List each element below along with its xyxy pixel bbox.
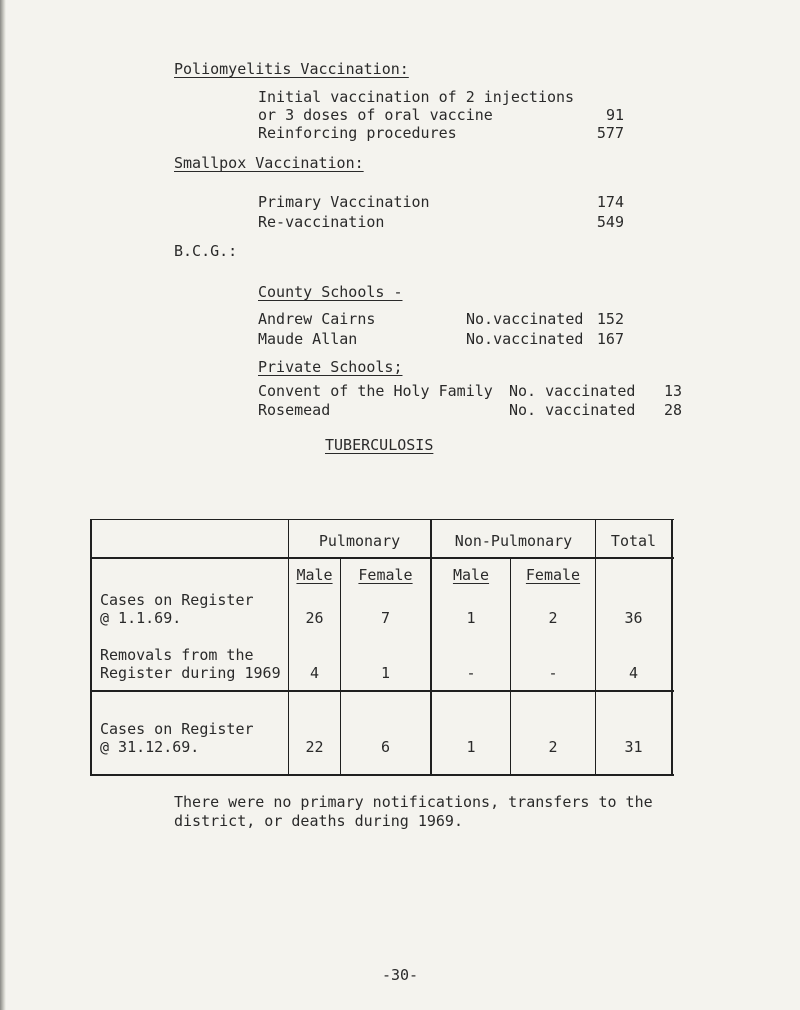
tb-cell: 22	[305, 738, 324, 756]
tb-row-label: Register during 1969	[100, 664, 281, 682]
note-line-1: There were no primary notifications, transfers to the	[174, 793, 653, 811]
county-school-label: No.vaccinated	[466, 330, 584, 348]
page-number: -30-	[381, 966, 419, 984]
tb-header-pulmonary: Pulmonary	[318, 532, 401, 550]
polio-line-3: Reinforcing procedures	[258, 124, 457, 142]
county-school-value: 167	[596, 330, 624, 348]
tb-cell: -	[548, 664, 558, 682]
tb-cell: 1	[380, 664, 391, 682]
polio-line-1: Initial vaccination of 2 injections	[258, 88, 575, 106]
tb-cell: 1	[466, 738, 476, 756]
bcg-heading: B.C.G.:	[174, 242, 238, 260]
county-school-label: No.vaccinated	[466, 310, 584, 328]
smallpox-primary-label: Primary Vaccination	[258, 193, 430, 211]
private-school-name: Rosemead	[258, 401, 331, 419]
tb-cell: 2	[548, 609, 558, 627]
tb-cell: 7	[380, 609, 391, 627]
tb-cell: 31	[624, 738, 643, 756]
smallpox-revacc-value: 549	[596, 213, 624, 231]
tb-subheader-male: Male	[296, 566, 333, 584]
tb-header-total: Total	[610, 532, 657, 550]
county-school-value: 152	[596, 310, 624, 328]
county-schools-heading: County Schools -	[258, 283, 403, 301]
polio-heading: Poliomyelitis Vaccination:	[174, 60, 409, 78]
private-school-value: 13	[663, 382, 682, 400]
tb-cell: 36	[624, 609, 643, 627]
tb-subheader-male: Male	[452, 566, 490, 584]
private-school-name: Convent of the Holy Family	[258, 382, 493, 400]
polio-value-reinforcing: 577	[596, 124, 624, 142]
county-school-name: Andrew Cairns	[258, 310, 376, 328]
note-line-2: district, or deaths during 1969.	[174, 812, 463, 830]
polio-line-2: or 3 doses of oral vaccine	[258, 106, 493, 124]
tb-row-label: @ 31.12.69.	[100, 738, 200, 756]
polio-value-initial: 91	[605, 106, 624, 124]
private-schools-heading: Private Schools;	[258, 358, 403, 376]
tb-cell: 4	[309, 664, 320, 682]
tb-row-label: Cases on Register	[100, 720, 254, 738]
tb-cell: -	[466, 664, 476, 682]
private-school-label: No. vaccinated	[509, 382, 636, 400]
tb-cell: 6	[380, 738, 391, 756]
tb-row-label: Removals from the	[100, 646, 254, 664]
smallpox-heading: Smallpox Vaccination:	[174, 154, 364, 172]
private-school-label: No. vaccinated	[509, 401, 636, 419]
tb-cell: 1	[466, 609, 476, 627]
tuberculosis-heading: TUBERCULOSIS	[325, 436, 434, 454]
smallpox-revacc-label: Re-vaccination	[258, 213, 385, 231]
tb-row-label: Cases on Register	[100, 591, 254, 609]
tb-subheader-female: Female	[525, 566, 581, 584]
scan-edge-shadow	[0, 0, 6, 1010]
tb-cell: 26	[305, 609, 324, 627]
tb-cell: 4	[628, 664, 639, 682]
tb-subheader-female: Female	[358, 566, 413, 584]
county-school-name: Maude Allan	[258, 330, 358, 348]
private-school-value: 28	[663, 401, 682, 419]
tb-cell: 2	[548, 738, 558, 756]
tb-row-label: @ 1.1.69.	[100, 609, 182, 627]
tb-header-non-pulmonary: Non-Pulmonary	[454, 532, 573, 550]
smallpox-primary-value: 174	[596, 193, 624, 211]
